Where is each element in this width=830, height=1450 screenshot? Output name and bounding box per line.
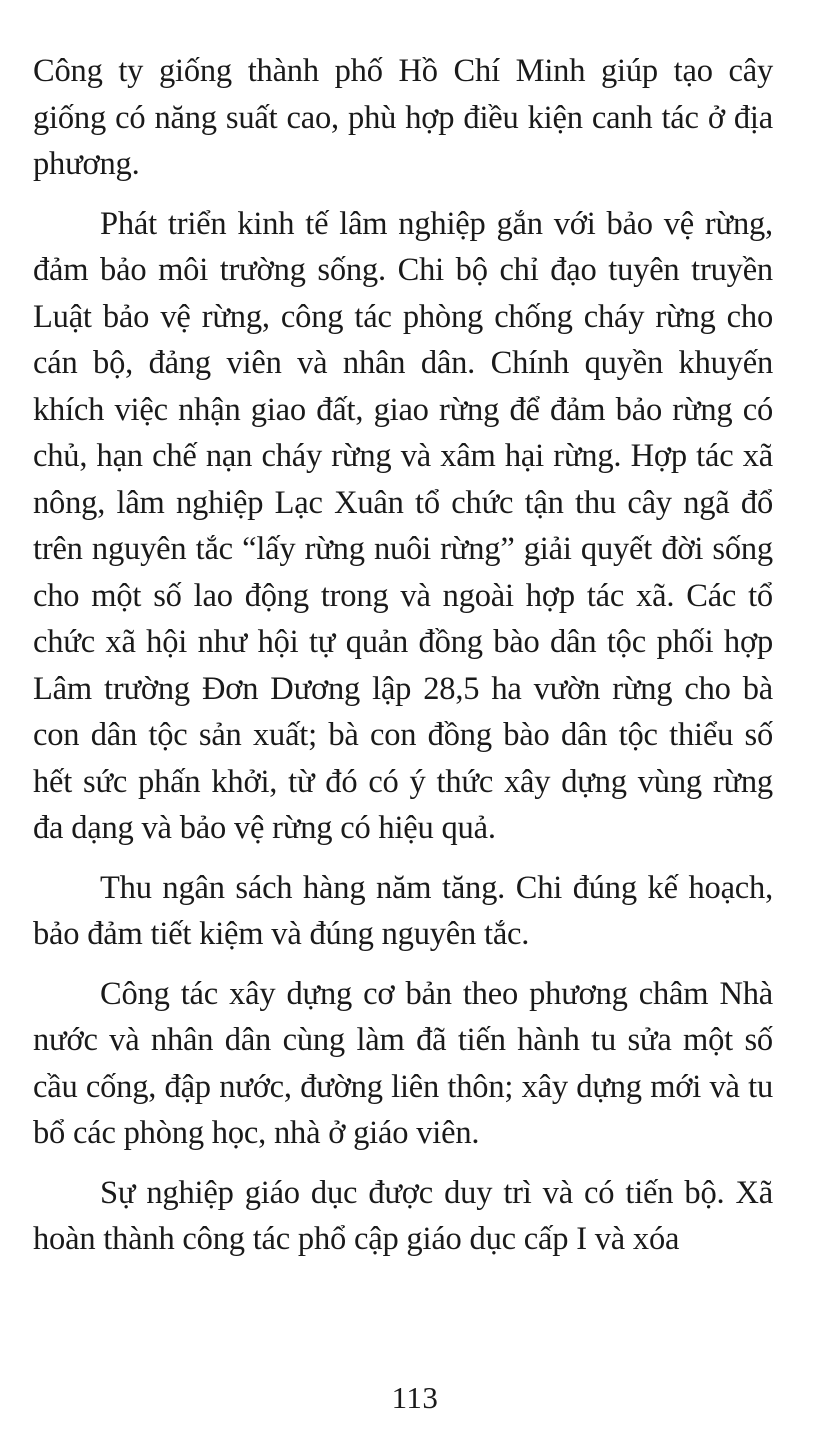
body-text: [33, 48, 773, 1263]
paragraph-construction: Công tác xây dựng cơ bản theo phương châm Nhà nước và nhân dân cùng làm đã tiến hành tu sửa một số cầu cống, đập nước, đường liên thôn; xây dựng mới và tu bổ các phòng học, nhà ở giáo viên.: [33, 975, 773, 1151]
paragraph-budget: Thu ngân sách hàng năm tăng. Chi đúng kế hoạch, bảo đảm tiết kiệm và đúng nguyên tắc.: [33, 869, 773, 952]
paragraph-education: Sự nghiệp giáo dục được duy trì và có tiến bộ. Xã hoàn thành công tác phổ cập giáo dục cấp I và xóa: [33, 1174, 773, 1257]
paragraph-forestry-economy: Phát triển kinh tế lâm nghiệp gắn với bảo vệ rừng, đảm bảo môi trường sống. Chi bộ chỉ đạo tuyên truyền Luật bảo vệ rừng, công tác phòng chống cháy rừng cho cán bộ, đảng viên và nhân dân. Chính quyền khuyến khích việc nhận giao đất, giao rừng để đảm bảo rừng có chủ, hạn chế nạn cháy rừng và xâm hại rừng. Hợp tác xã nông, lâm nghiệp Lạc Xuân tổ chức tận thu cây ngã đổ trên nguyên tắc “lấy rừng nuôi rừng” giải quyết đời sống cho một số lao động trong và ngoài hợp tác xã. Các tổ chức xã hội như hội tự quản đồng bào dân tộc phối hợp Lâm trường Đơn Dương lập 28,5 ha vườn rừng cho bà con dân tộc sản xuất; bà con đồng bào dân tộc thiểu số hết sức phấn khởi, từ đó có ý thức xây dựng vùng rừng đa dạng và bảo vệ rừng có hiệu quả.: [33, 205, 773, 846]
paragraph-seed-companies: Công ty giống thành phố Hồ Chí Minh giúp tạo cây giống có năng suất cao, phù hợp điều kiện canh tác ở địa phương.: [33, 53, 773, 182]
page-number: 113: [391, 1380, 439, 1415]
